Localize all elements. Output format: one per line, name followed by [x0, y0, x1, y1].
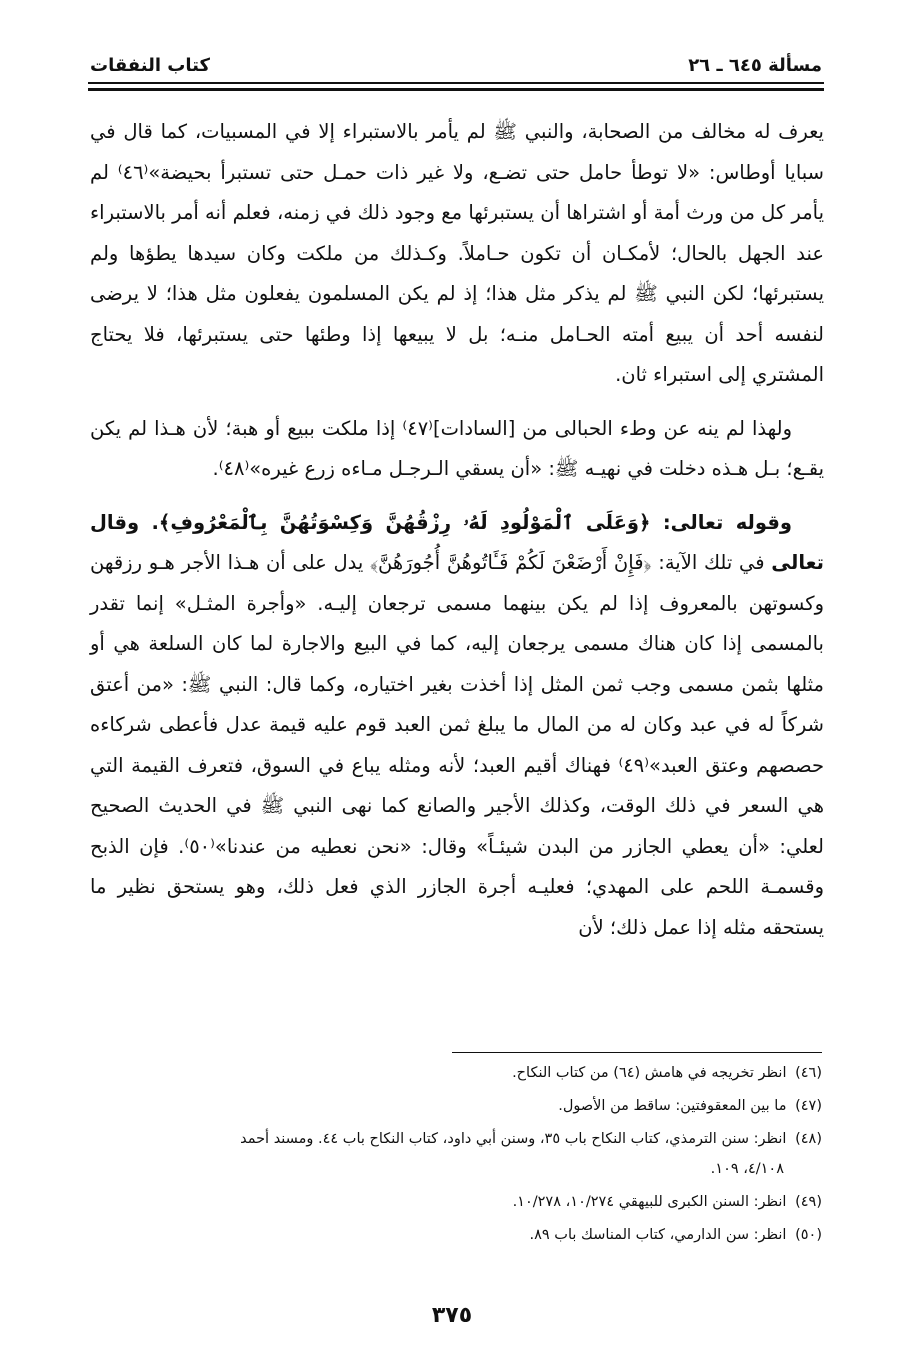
footnote-continuation: ٤/١٠٨، ١٠٩.: [710, 1161, 784, 1177]
text-line: في السوق، فتعرف القيمة التي هي السعر في ذلك الوقت، وكذلك الأجير والصانع: [90, 753, 824, 817]
paragraph-2: [90, 409, 824, 490]
text-line: المسلمون يفعلون مثل هذا؛ لا يرضى لنفسه أحد أن يبيع أمته الحـامل منـه؛ بل لا: [90, 282, 824, 346]
paragraph-1: [90, 112, 824, 396]
footnote-49: [92, 1187, 822, 1217]
footnote-number: (٥٠): [795, 1227, 822, 1243]
text-line: وقال: «نحن نعطيه من عندنا»⁽٥٠⁾. فإن الذبح وقسمـة اللحم على المهدي؛ فعليـه: [90, 834, 825, 898]
text-line: قيمة عدل فأعطى شركاءه حصصهم وعتق العبد»⁽٤٩⁾ فهناك أقيم العبد؛ لأنه ومثله يباع: [90, 713, 825, 777]
text-line: رزقهن وكسوتهن بالمعروف إذا لم يكن بينهما مسمى ترجعان إليـه. «وأجرة المثـل»: [90, 551, 824, 615]
text-line: كما نهى النبي ﷺ في الحديث الصحيح لعلي: «أن يعطي الجازر من البدن شيئـاً»: [90, 794, 825, 858]
text-line: هـذا لم يكن يقـع؛ بـل هـذه دخلت في نهيـه ﷺ: «أن يسقي الـرجـل مـاءه زرع: [90, 416, 824, 480]
text-line: فعلم أنه أمر بالاستبراء عند الجهل بالحال؛ لأمكـان أن تكون حـاملاً. وكـذلك من: [90, 201, 824, 265]
text-line: النبي ﷺ: «من أعتق شركاً له في عبد وكان له من المال ما يبلغ ثمن العبد قوم عليه: [90, 672, 824, 736]
header-rule-thick: [88, 88, 824, 91]
header-section-title: مسألة ٦٤٥ ـ ٢٦: [688, 55, 822, 76]
text-line: وقوله تعالى: ﴿وَعَلَى ٱلْمَوْلُودِ لَهُۥ رِزْقُهُنَّ وَكِسْوَتُهُنَّ بِٱلْمَعْرُوفِ﴾. وقال تعالى: [90, 510, 824, 574]
running-header: [90, 36, 822, 76]
text-line: إنما تقدر بالمسمى إذا كان هناك مسمى يرجعان إليه، كما في البيع والاجارة لما كان: [90, 591, 824, 655]
footnote-50: [92, 1220, 822, 1250]
footnote-text: ما بين المعقوفتين: ساقط من الأصول.: [558, 1098, 787, 1114]
footnote-text: انظر: سنن الترمذي، كتاب النكاح باب ٣٥، وسنن أبي داود، كتاب النكاح باب ٤٤. ومسند أحمد: [240, 1131, 787, 1147]
paragraph-3: [90, 503, 824, 949]
text-line: يبيعها إذا وطئها حتى يستبرئها، فلا يحتاج المشتري إلى استبراء ثان.: [90, 322, 824, 386]
text-line: غيره»⁽٤٨⁾.: [212, 457, 299, 480]
text-line: أجرة الجازر الذي فعل ذلك، وهو يستحق نظير ما يستحقه مثله إذا عمل ذلك؛ لأن: [90, 875, 824, 939]
text-line: يعرف له مخالف من الصحابة، والنبي ﷺ لم يأمر بالاستبراء إلا في المسبيات، كما: [160, 120, 824, 143]
footnote-number: (٤٩): [795, 1194, 822, 1210]
text-line: في تلك الآية: ﴿فَإِنْ أَرْضَعْنَ لَكُمْ فَـَٔاتُوهُنَّ أُجُورَهُنَّ﴾ يدل على أن هـذا الأجر هـو: [148, 551, 765, 574]
main-text: [90, 112, 824, 948]
text-line: ملكت وكان سيدها يطؤها ولم يستبرئها؛ لكن النبي ﷺ لم يذكر مثل هذا؛ إذ لم يكن: [90, 241, 824, 305]
footnote-47: [92, 1091, 822, 1121]
footnote-number: (٤٨): [795, 1131, 822, 1147]
footnote-text: انظر: سن الدارمي، كتاب المناسك باب ٨٩.: [529, 1227, 787, 1243]
text-line: ولهذا لم ينه عن وطء الحبالى من [السادات]⁽٤٧⁾ إذا ملكت ببيع أو هبة؛ لأن: [192, 416, 792, 440]
page-number: ٣٧٥: [431, 1303, 473, 1328]
text-line: السلعة هي أو مثلها بثمن مسمى وجب ثمن المثل إذا أخذت بغير اختياره، وكما قال:: [90, 632, 824, 696]
text-line: بحيضة»⁽٤٦⁾ لم يأمر كل من ورث أمة أو اشتراها أن يستبرئها مع وجود ذلك في زمنه،: [90, 160, 825, 224]
footnote-46: [92, 1058, 822, 1088]
header-book-title: كتاب النفقات: [90, 55, 210, 76]
footnote-text: انظر: السنن الكبرى للبيهقي ١٠/٢٧٤، ١٠/٢٧٨.: [512, 1194, 787, 1210]
text-line: قال في سبايا أوطاس: «لا توطأ حامل حتى تضـع، ولا غير ذات حمـل حتى تستبرأ: [90, 120, 824, 184]
header-rule: [88, 82, 824, 84]
footnote-number: (٤٧): [795, 1098, 822, 1114]
footnote-text: انظر تخريجه في هامش (٦٤) من كتاب النكاح.: [512, 1065, 787, 1081]
footnote-48: [92, 1124, 822, 1184]
footnote-number: (٤٦): [795, 1065, 822, 1081]
footnote-separator: [452, 1052, 822, 1053]
footnotes: [92, 1058, 822, 1253]
